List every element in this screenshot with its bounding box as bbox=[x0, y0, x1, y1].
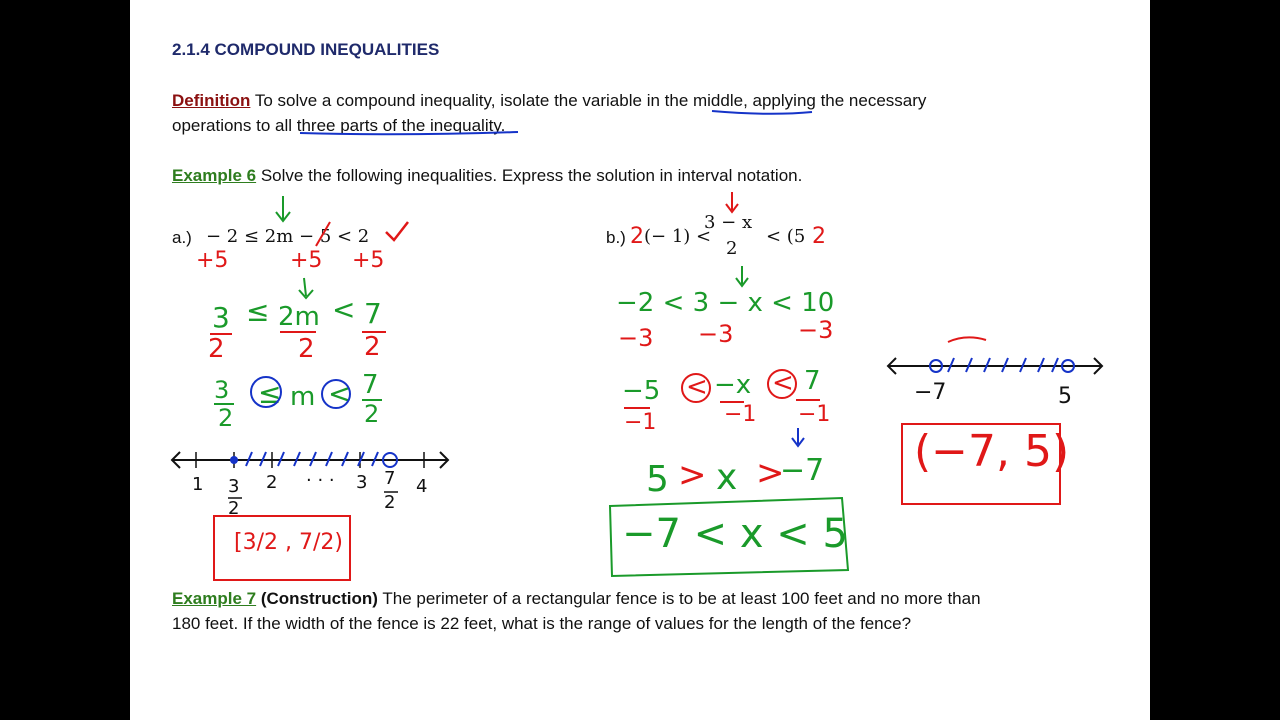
part-a-add-mid: +5 bbox=[290, 248, 323, 273]
part-b-step2-den-3: −1 bbox=[798, 402, 831, 427]
part-b-step3-gt2: > bbox=[756, 453, 785, 493]
part-a-answer: [3/2 , 7/2) bbox=[234, 530, 343, 555]
numberline-a-frac-bars bbox=[228, 492, 398, 498]
part-a-add-right: +5 bbox=[352, 248, 385, 273]
part-b-circle-lt1 bbox=[682, 374, 710, 402]
underline-all-three-parts bbox=[300, 132, 518, 134]
part-b-problem-mid-num: 3 − x bbox=[704, 212, 753, 233]
part-a-add-left: +5 bbox=[196, 248, 229, 273]
part-a-step2-var: m bbox=[290, 382, 316, 412]
numberline-a-label-4: 4 bbox=[416, 476, 428, 497]
part-b-step3-left: 5 bbox=[646, 459, 669, 500]
part-b-mult-left: 2 bbox=[630, 224, 644, 249]
part-a-step1-left-den: 2 bbox=[208, 334, 225, 364]
numberline-a-frac-right-num: 7 bbox=[384, 468, 396, 489]
numberline-b-label-right: 5 bbox=[1058, 384, 1072, 409]
part-b-arrow-3 bbox=[792, 428, 804, 446]
part-a-step2-le: ≤ bbox=[258, 377, 282, 410]
part-a-step1-right-den: 2 bbox=[364, 332, 381, 362]
part-b-mult-right: 2 bbox=[812, 224, 826, 249]
part-b-circle-lt2 bbox=[768, 370, 796, 398]
part-b-step1-sub-1: −3 bbox=[618, 324, 654, 352]
numberline-a-frac-left-num: 3 bbox=[228, 476, 240, 497]
part-b-problem-left: (− 1) < bbox=[644, 226, 712, 247]
example7-label: Example 7 bbox=[172, 589, 257, 608]
definition-text-after: , applying the necessary bbox=[743, 91, 927, 110]
part-a-step2-right-den: 2 bbox=[364, 400, 380, 428]
numberline-a-frac-left-den: 2 bbox=[228, 498, 240, 519]
part-a-strike bbox=[316, 222, 330, 246]
part-a-step2-bars bbox=[214, 400, 382, 404]
part-a-arrow-2 bbox=[299, 278, 313, 298]
part-b-step2-lt2: < bbox=[772, 368, 794, 398]
part-a-step1-mid-den: 2 bbox=[298, 334, 315, 364]
part-b-step2-left: −5 bbox=[622, 376, 661, 406]
underline-in-the-middle bbox=[712, 111, 812, 114]
part-a-circle-le bbox=[251, 377, 282, 410]
definition-line2-text: operations to bbox=[172, 116, 276, 135]
part-a-answer-box bbox=[214, 516, 350, 580]
example7-line-2: 180 feet. If the width of the fence is 22 feet, what is the range of values for the length of the fence? bbox=[172, 614, 912, 633]
numberline-a-label-3: 3 bbox=[356, 472, 368, 493]
part-b-step2-den-2: −1 bbox=[724, 402, 757, 427]
example7-bold-label: (Construction) bbox=[260, 589, 378, 608]
part-a-step2-right-num: 7 bbox=[362, 370, 379, 400]
part-a-problem: − 2 ≤ 2m − 5 < 2 bbox=[206, 226, 370, 247]
part-b-problem-right: < (5 bbox=[766, 226, 806, 247]
part-b-step2-bars bbox=[624, 400, 820, 408]
part-a-step2-left-num: 3 bbox=[214, 376, 230, 404]
part-b-step2-mid: −x bbox=[714, 370, 752, 400]
part-b-step3-right: −7 bbox=[780, 453, 825, 488]
part-b-step3-gt1: > bbox=[678, 455, 707, 495]
slide bbox=[130, 0, 1150, 720]
part-b-interval: (−7, 5) bbox=[914, 426, 1070, 477]
part-a-down-arrow bbox=[276, 196, 290, 221]
part-b-down-arrow bbox=[726, 192, 738, 212]
part-a-step1-left-num: 3 bbox=[212, 301, 230, 334]
part-a-step1-lt: < bbox=[332, 293, 356, 326]
part-b-step2-den-1: −1 bbox=[624, 410, 657, 435]
part-b-label: b.) bbox=[606, 228, 626, 247]
part-a-step2-left-den: 2 bbox=[218, 404, 234, 432]
part-a-label: a.) bbox=[172, 228, 192, 247]
part-b-step2-lt1: < bbox=[686, 372, 708, 402]
check-mark-icon bbox=[386, 222, 408, 240]
numberline-a-label-1: 1 bbox=[192, 474, 204, 495]
part-a-step1-right-num: 7 bbox=[364, 297, 382, 330]
part-b-interval-box bbox=[902, 424, 1060, 504]
numberline-b-mark bbox=[948, 337, 986, 342]
definition-text: To solve a compound inequality, isolate the variable bbox=[254, 91, 647, 110]
page-title: 2.1.4 COMPOUND INEQUALITIES bbox=[172, 40, 440, 59]
part-a-circle-lt bbox=[322, 377, 352, 410]
part-b-step2-right: 7 bbox=[804, 366, 821, 396]
part-b-step1: −2 < 3 − x < 10 bbox=[616, 288, 835, 318]
part-b-step1-sub-2: −3 bbox=[698, 320, 734, 348]
example7-text-1: The perimeter of a rectangular fence is to be at least 100 feet and no more than bbox=[377, 589, 981, 608]
definition-label: Definition bbox=[172, 91, 251, 110]
example6-label: Example 6 bbox=[172, 166, 257, 185]
part-b-answer-box bbox=[610, 498, 848, 576]
part-a-step1-le: ≤ bbox=[246, 295, 270, 328]
numberline-a-dots: · · · bbox=[306, 470, 335, 491]
numberline-a-closed-dot bbox=[230, 456, 238, 464]
part-b-step3-var: x bbox=[716, 457, 738, 498]
part-b-problem-mid-den: 2 bbox=[726, 238, 738, 259]
definition-emphasis-middle: in the middle bbox=[646, 91, 744, 110]
numberline-b-label-left: −7 bbox=[914, 380, 947, 405]
example6-text: Solve the following inequalities. Express the solution in interval notation. bbox=[260, 166, 803, 185]
numberline-a-label-2: 2 bbox=[266, 472, 278, 493]
handwriting-ink bbox=[130, 0, 1150, 720]
numberline-a-frac-right-den: 2 bbox=[384, 492, 396, 513]
part-b-arrow-2 bbox=[736, 266, 748, 286]
part-b-answer: −7 < x < 5 bbox=[622, 511, 848, 557]
definition-emphasis-parts: all three parts of the inequality bbox=[275, 116, 501, 135]
part-a-step2-lt: < bbox=[328, 377, 352, 410]
part-b-step1-sub-3: −3 bbox=[798, 316, 834, 344]
part-a-step1-mid: 2m bbox=[278, 302, 320, 332]
definition-line2-end: . bbox=[500, 116, 506, 135]
part-a-fraction-bars bbox=[210, 332, 386, 334]
